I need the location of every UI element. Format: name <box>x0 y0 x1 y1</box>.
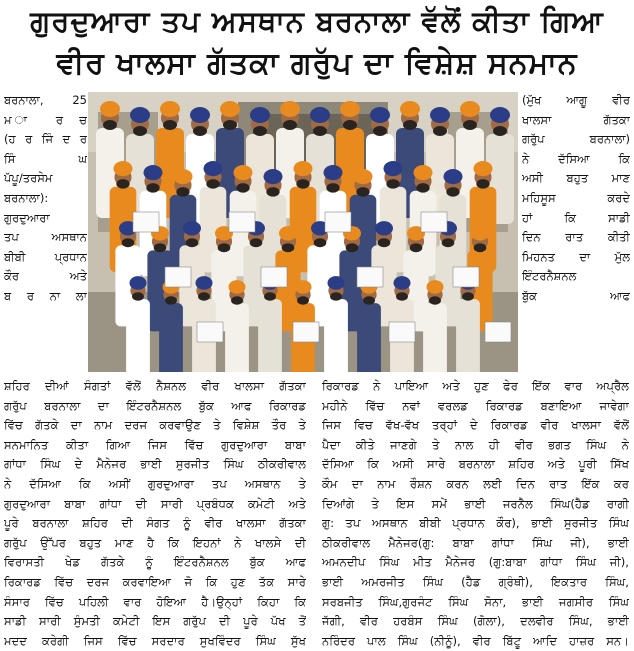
right-column-text <box>522 91 630 307</box>
headline-line-2: ਵੀਰ ਖਾਲਸਾ ਗੱਤਕਾ ਗਰੁੱਪ ਦਾ ਵਿਸ਼ੇਸ਼ ਸਨਮਾਨ <box>56 46 578 81</box>
text-line: ਵਿਰਾਸਤੀ ਖੇਡ ਗੱਤਕੇ ਨੂੰ ਇੰਟਰਨੈਸ਼ਨਲ ਬੁੱਕ ਆਫ <box>4 555 306 570</box>
certificate <box>293 322 319 342</box>
text-line: ਸਰਬਜੀਤ ਸਿੰਘ,ਗੁਰਜੰਟ ਸਿੰਘ ਸੋਨਾ, ਭਾਈ ਜਗਸੀਰ ਸਿੰਘ <box>322 594 629 609</box>
certificate <box>229 212 255 232</box>
text-line: ਅਸੀ ਬਹੁਤ ਮਾਣ <box>522 171 630 186</box>
text-line: ਸਿੰ ਘ <box>4 151 87 166</box>
text-line: ਗਰੁੱਪ ਉੱਪਰ ਬਹੁਤ ਮਾਣ ਹੈ ਕਿ ਇਹਨਾਂ ਨੇ ਖਾਲਸੇ ਦੀ <box>4 535 306 550</box>
text-line: ਵਿੱਚ ਗੱਤਕੇ ਦਾ ਨਾਮ ਦਰਜ ਕਰਵਾਉਣ ਤੇ ਵਿਸ਼ੇਸ਼ ਤੌਰ ਤੇ <box>4 418 306 433</box>
text-line: ਜੱਗੀ, ਵੀਰ ਹਰਬੰਸ ਸਿੰਘ (ਗੋਲਾ), ਦਲਵੀਰ ਸਿੰਘ, ਭਾਈ <box>322 614 629 629</box>
text-line: ਸਾਡੀ ਸਾਰੀ ਸੁੰਮਤੀ ਕਮੇਟੀ ਇਸ ਗਰੁੱਪ ਦੀ ਪੂਰੇ ਪੱਖ ਤੋਂ <box>4 614 306 629</box>
text-line: ਰਿਕਾਰਡ ਨੇ ਪਾਇਆ ਅਤੇ ਹੁਣ ਫੇਰ ਇੱਕ ਵਾਰ ਅਪ੍ਰੈਲ <box>322 379 629 393</box>
left-column-text <box>4 91 87 307</box>
text-line: (ਹ ਰ ਜਿੰ ਦ ਰ <box>4 132 87 147</box>
certificate <box>357 267 383 287</box>
certificate <box>133 212 159 232</box>
text-line: ਮਹਿਸੂਸ ਕਰਦੇ <box>522 190 630 205</box>
text-line: ਮਦਦ ਕਰੇਗੀ ਜਿਸ ਵਿੱਚ ਸਰਦਾਰ ਸੁਖਵਿੰਦਰ ਸਿੰਘ ਸੁੱਖ <box>4 633 306 648</box>
group-photo <box>88 92 518 372</box>
text-line: ਪੈਦਾ ਕੀਤੇ ਜਾਣਗੇ ਤੇ ਨਾਲ ਹੀ ਵੀਰ ਭਗਤ ਸਿੰਘ ਨੇ <box>322 437 629 452</box>
text-line: ਗੁਰਦੁਆਰਾ <box>4 210 50 225</box>
text-line: ਬ ਰ ਨਾ ਲਾ <box>4 288 87 303</box>
bottom-right-column-text <box>322 377 629 651</box>
text-line: ਸ਼ਹਿਰ ਦੀਆਂ ਸੰਗਤਾਂ ਵੱਲੋਂ ਨੈਸ਼ਨਲ ਵੀਰ ਖਾਲਸਾ ਗੱਤਕਾ <box>4 379 306 393</box>
text-line: ਗਾਂਧਾ ਸਿੰਘ ਦੇ ਮੈਨੇਜਰ ਭਾਈ ਸੁਰਜੀਤ ਸਿੰਘ ਠੀਕਰੀਵਾਲ <box>4 457 306 472</box>
text-line: ਗਰੁੱਪ ਬਰਨਾਲਾ ਦਾ ਇੰਟਰਨੈਸ਼ਨਲ ਬੁੱਕ ਆਫ ਰਿਕਾਰਡ <box>4 398 306 413</box>
bottom-left-column-text <box>4 377 306 651</box>
text-line: ਇੰਟਰਨੈਸ਼ਨਲ <box>522 269 577 284</box>
certificate <box>421 212 447 232</box>
text-line: ਠੀਕਰੀਵਾਲ ਮੈਨੇਜਰ(ਗੁ: ਬਾਬਾ ਗਾਂਧਾ ਸਿੰਘ ਜੀ), ਭਾਈ <box>322 535 629 550</box>
text-line: ਗੁਰਦੁਆਰਾ ਬਾਬਾ ਗਾਂਧਾ ਦੀ ਸਾਰੀ ਪ੍ਰਬੰਧਕ ਕਮੇਟੀ ਅਤੇ <box>4 496 306 511</box>
text-line: ਗਰੁੱਪ ਬਰਨਾਲਾ) <box>522 132 630 147</box>
text-line: ਸਨਮਾਨਿਤ ਕੀਤਾ ਗਿਆ ਜਿਸ ਵਿੱਚ ਗੁਰਦੁਆਰਾ ਬਾਬਾ <box>4 437 306 452</box>
text-line: ਜਿਸ ਵਿਚ ਵੱਖ-ਵੱਖ ਤਰ੍ਹਾਂ ਦੇ ਰਿਕਾਰਡ ਵੀਰ ਖਾਲਸਾ ਵੱਲੋਂ <box>322 418 629 433</box>
text-line: ਮਹੀਨੇ ਵਿੱਚ ਨਵਾਂ ਵਰਲਡ ਰਿਕਾਰਡ ਬਣਾਇਆ ਜਾਵੇਗਾ <box>322 398 629 413</box>
certificate <box>325 212 351 232</box>
text-line: ਬਰਨਾਲਾ, 25 <box>4 93 87 107</box>
text-line: ਦਿਆਂਗੇ ਤੇ ਇਸ ਸਮੇਂ ਭਾਈ ਜਰਨੈਲ ਸਿੰਘ(ਹੈਡ ਰਾਗੀ <box>322 496 629 511</box>
text-line: ਦੱਸਿਆ ਕਿ ਅਸੀ ਸਾਰੇ ਬਰਨਾਲਾ ਸ਼ਹਿਰ ਅਤੇ ਪੂਰੀ ਸਿੱਖ <box>322 457 629 472</box>
text-line: ਸੰਸਾਰ ਵਿੱਚ ਪਹਿਲੀ ਵਾਰ ਹੋਇਆ ਹੈ।ਉਨ੍ਹਾਂ ਕਿਹਾ ਕਿ <box>4 594 306 609</box>
text-line: ਬੀਬੀ ਪ੍ਰਧਾਨ <box>4 249 87 264</box>
text-line: ਮਿਹਨਤ ਦਾ ਮੁੱਲ <box>522 249 630 264</box>
text-line: ਪੂਰੇ ਬਰਨਾਲਾ ਸ਼ਹਿਰ ਦੀ ਸੰਗਤ ਨੂੰ ਵੀਰ ਖਾਲਸਾ ਗੱਤਕਾ <box>4 516 306 531</box>
group-photo-drawing <box>88 92 518 372</box>
text-line: ਦਿਨ ਰਾਤ ਕੀਤੀ <box>522 230 630 245</box>
text-line: ਤਪ ਅਸਥਾਨ <box>4 230 87 245</box>
certificate <box>261 267 287 287</box>
certificate <box>165 267 191 287</box>
text-line: ਅਮਨਦੀਪ ਸਿੰਘ ਮੀਤ ਮੈਨੇਜਰ (ਗੁ:ਬਾਬਾ ਗਾਂਧਾ ਸਿੰਘ ਜੀ), <box>322 555 629 570</box>
text-line: ਬੁੱਕ ਆਫ <box>522 288 630 303</box>
text-line: ਨਰਿੰਦਰ ਪਾਲ ਸਿੰਘ (ਨੀਨੂੰ), ਵੀਰ ਬਿੱਟੂ ਆਦਿ ਹਾਜ਼ਰ ਸਨ। <box>322 633 629 648</box>
text-line: ਨੇ ਦੱਸਿਆ ਕਿ ਅਸੀਂ ਗੁਰਦੁਆਰਾ ਤਪ ਅਸਥਾਨ ਤੇ <box>4 476 306 491</box>
text-line: ਪੱਪੂ/ਤਰਸੇਮ <box>4 171 53 186</box>
text-line: ਕੌਮ ਦਾ ਨਾਮ ਰੌਸ਼ਨ ਕਰਨ ਲਈ ਦਿਨ ਰਾਤ ਇੱਕ ਕਰ <box>322 476 629 491</box>
headline-line-1: ਗੁਰਦੁਆਰਾ ਤਪ ਅਸਥਾਨ ਬਰਨਾਲਾ ਵੱਲੋਂ ਕੀਤਾ ਗਿਆ <box>30 4 604 38</box>
text-line: ਹਾਂ ਕਿ ਸਾਡੀ <box>522 210 630 225</box>
text-line: ਕੌਰ ਅਤੇ <box>4 269 87 284</box>
text-line: ਗੁ: ਤਪ ਅਸਥਾਨ ਬੀਬੀ ਪ੍ਰਧਾਨ ਕੌਰ), ਭਾਈ ਸੁਰਜੀਤ ਸਿੰਘ <box>322 516 629 531</box>
text-line: ਬਰਨਾਲਾ): <box>4 190 49 205</box>
certificate <box>389 322 415 342</box>
text-line: ਨੇ ਦੱਸਿਆ ਕਿ <box>522 151 630 166</box>
text-line: ਭਾਈ ਅਮਰਜੀਤ ਸਿੰਘ (ਹੈਡ ਗ੍ਰੰਥੀ), ਇਕਤਾਰ ਸਿੰਘ, <box>322 574 629 589</box>
certificate <box>453 267 479 287</box>
text-line: (ਮੁੱਖ ਆਗੂ ਵੀਰ <box>522 93 630 107</box>
text-line: ਰਿਕਾਰਡ ਵਿੱਚ ਦਰਜ ਕਰਵਾਇਆ ਜੋ ਕਿ ਹੁਣ ਤੱਕ ਸਾਰੇ <box>4 574 306 589</box>
text-line: ਖਾਲਸਾ ਗੱਤਕਾ <box>522 112 630 127</box>
certificate <box>485 322 511 342</box>
certificate <box>197 322 223 342</box>
text-line: ਮ ਾ ਰ ਚ <box>4 112 87 127</box>
